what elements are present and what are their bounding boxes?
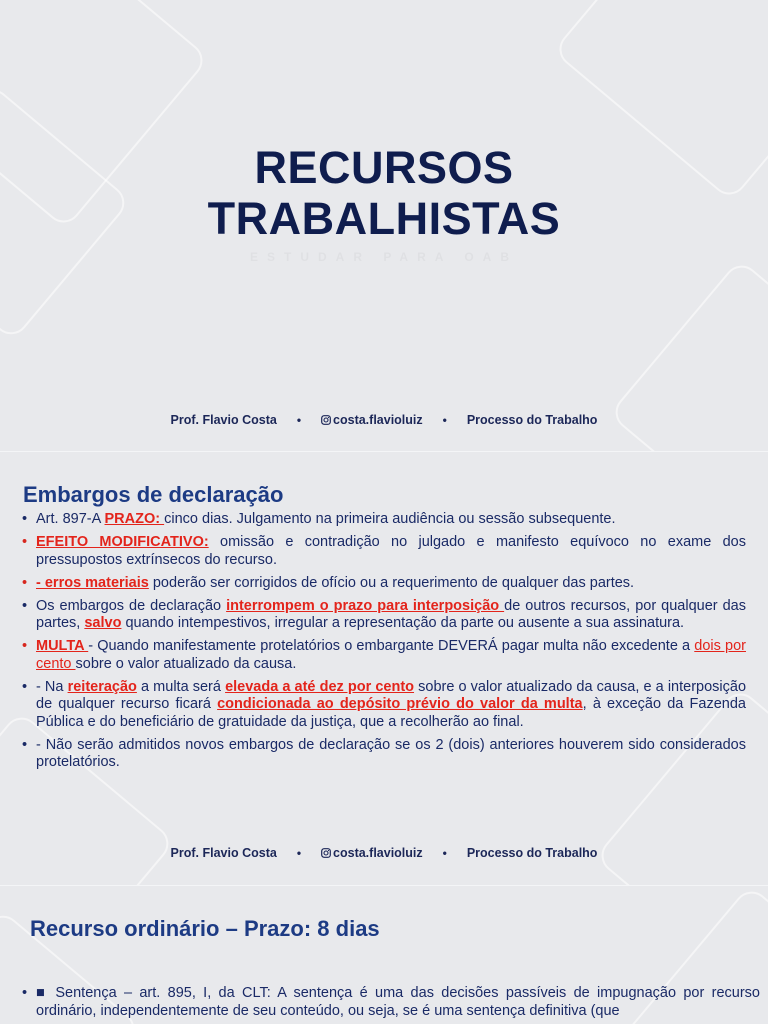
highlight-deposito: condicionada ao depósito prévio do valor da multa (217, 696, 583, 712)
text: sobre o valor atualizado da causa. (75, 655, 297, 672)
section-title: Recurso ordinário – Prazo: 8 dias (30, 916, 380, 941)
footer-handle-wrap (321, 846, 423, 861)
highlight-salvo: salvo (84, 615, 122, 631)
list-item (22, 679, 746, 732)
list-item (22, 638, 746, 673)
text: quando intempestivos, irregular a representação da parte ou ausente a sua assinatura. (121, 615, 685, 631)
recurso-ordinario-slide (0, 886, 768, 1024)
list-item (22, 511, 746, 529)
footer-separator: • (442, 846, 447, 860)
footer-professor: Prof. Flavio Costa (170, 846, 277, 860)
list-item (22, 737, 746, 772)
bullet-marker: • (22, 678, 28, 695)
text: a multa será (136, 678, 226, 695)
list-item (22, 985, 760, 1020)
slide-footer (0, 410, 768, 430)
bullet-marker: • (22, 597, 28, 614)
section-title: Embargos de declaração (23, 482, 284, 507)
footer-separator: • (296, 846, 302, 860)
page-title (0, 142, 768, 244)
instagram-icon (321, 414, 331, 428)
highlight-interrompem: interrompem o prazo para interposição (226, 597, 505, 614)
text: Os embargos de declaração (36, 597, 227, 614)
slide-footer (0, 843, 768, 863)
highlight-multa: MULTA (36, 638, 89, 654)
highlight-dez-por-cento: elevada a até dez por cento (225, 678, 415, 695)
highlight-prazo: PRAZO: (104, 511, 165, 527)
text: - Não serão admitidos novos embargos de declaração se os 2 (dois) anteriores houverem sido considerados protelatórios. (36, 736, 746, 770)
highlight-erros: - erros materiais (36, 574, 149, 591)
list-item (22, 575, 746, 593)
bullet-list (22, 511, 746, 777)
text: poderão ser corrigidos de ofício ou a requerimento de qualquer das partes. (148, 574, 635, 591)
text: cinco dias. Julgamento na primeira audiência ou sessão subsequente. (164, 511, 616, 527)
text: Art. 897-A (36, 511, 105, 527)
highlight-reiteracao: reiteração (67, 678, 137, 695)
text: - Na (36, 678, 68, 695)
embargos-slide (0, 452, 768, 886)
footer-separator: • (442, 413, 447, 427)
footer-course: Processo do Trabalho (466, 846, 598, 860)
list-item (22, 598, 746, 633)
highlight-dois-por-cento: dois por cento (36, 638, 746, 672)
footer-handle: costa.flavioluiz (333, 412, 423, 427)
instagram-icon (321, 847, 331, 861)
text: de outros recursos, por qualquer das partes, (36, 597, 746, 631)
list-item (22, 534, 746, 569)
title-slide (0, 0, 768, 452)
bullet-marker: • (22, 985, 28, 1001)
text: , à exceção da Fazenda Pública e do beneficiário de gratuidade da justiça, que a recolherão ao final. (36, 696, 746, 730)
text: sobre o valor atualizado da causa, e a interposição de qualquer recurso ficará (36, 678, 747, 712)
footer-handle-wrap (321, 413, 423, 428)
highlight-efeito: EFEITO MODIFICATIVO: (36, 534, 209, 550)
body-text: ■ Sentença – art. 895, I, da CLT: A sentença é uma das decisões passíveis de impugnação por recurso ordinário, independentemente de seu conteúdo, ou seja, se é uma sentença definitiva (que (36, 985, 760, 1019)
text: - Quando manifestamente protelatórios o embargante DEVERÁ pagar multa não excedente a (88, 638, 695, 654)
bullet-marker: • (22, 638, 28, 654)
bullet-marker: • (22, 574, 28, 591)
footer-course: Processo do Trabalho (466, 413, 598, 427)
title-line-2: TRABALHISTAS (207, 193, 561, 244)
footer-handle: costa.flavioluiz (333, 845, 423, 860)
title-line-1: RECURSOS (254, 142, 514, 193)
bullet-marker: • (22, 534, 28, 550)
text: omissão e contradição no julgado e manifesto equívoco no exame dos pressupostos extrínsecos do recurso. (36, 534, 746, 568)
watermark-text (0, 250, 768, 264)
footer-professor: Prof. Flavio Costa (170, 413, 277, 427)
bullet-marker: • (22, 736, 28, 753)
footer-separator: • (296, 413, 302, 427)
bullet-marker: • (22, 511, 28, 527)
